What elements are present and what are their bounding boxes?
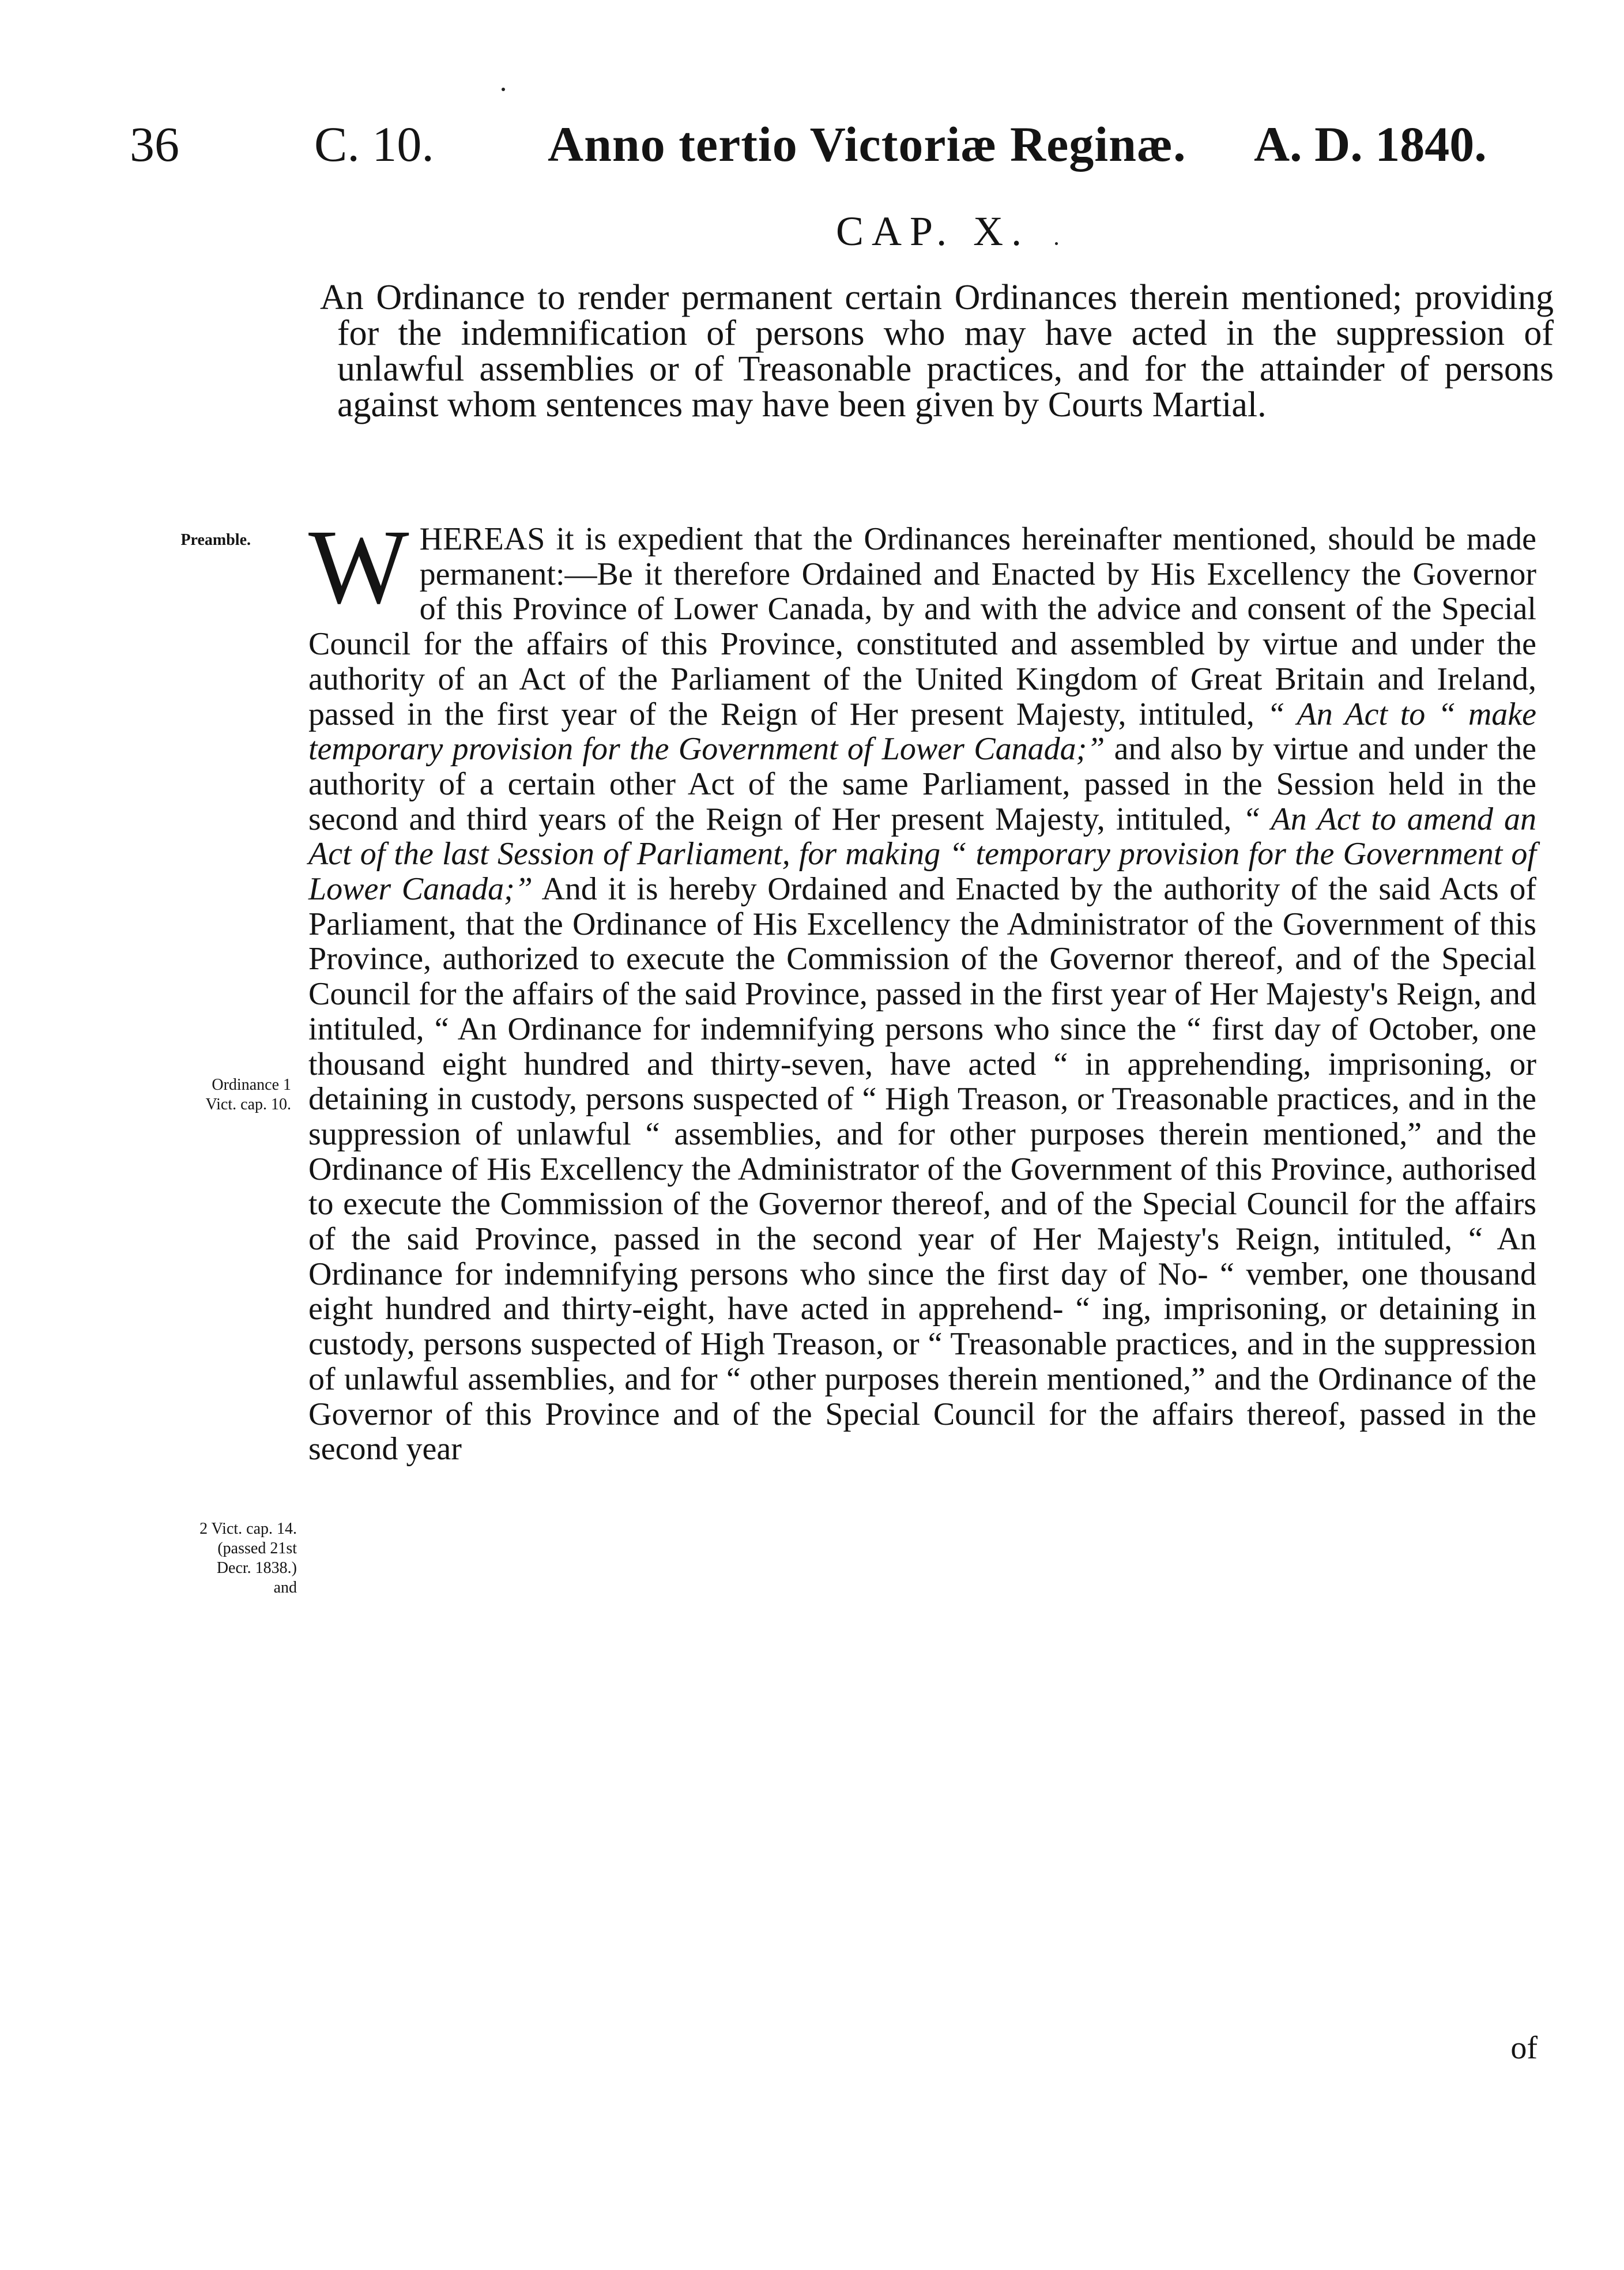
body-opening: HEREAS it is expedient that the Ordinances hereinafter mentioned, should be made permanent:—Be it therefore Ordained and Enacted by His Excellency the Governor of this Province of Lower Canada, by and with the advice and consent of the Special Council for the affairs of this Province, constituted and assembled by virtue and under the authority of an Act of the Parliament of the United Kingdom of Great Britain and Ireland, passed in the first year of the Reign of Her present Majesty, intituled, — [308, 521, 1536, 732]
chapter-heading: CAP. X. — [836, 208, 1030, 254]
ordinance-long-title: An Ordinance to render permanent certain Ordinances therein mentioned; providing for the indemnification of persons who may have acted in the suppression of unlawful assemblies or of Treasonable practices, and for the attainder of persons against whom sentences may have been given by Courts Martial. — [320, 278, 1554, 424]
running-head — [0, 104, 1624, 185]
body-middle: and also by virtue and under the authority of a certain other Act of the same Parliament, passed in the Session held in the second and third years of the Reign of Her present Majesty, intituled, — [308, 731, 1536, 837]
catchword: of — [1510, 2030, 1538, 2066]
margin-note-ordinance-2: 2 Vict. cap. 14. (passed 21st Decr. 1838.) and — [199, 1520, 297, 1597]
act-1-title: “ An Act to “ make temporary provision for the Government of Lower Canada;” — [308, 696, 1536, 767]
page-number: 36 — [130, 116, 179, 172]
running-year: A. D. 1840. — [1254, 116, 1487, 172]
margin-note-preamble: Preamble. — [180, 531, 251, 549]
drop-cap: W — [308, 508, 409, 626]
ink-speck — [1055, 242, 1058, 245]
chapter-number: C. 10. — [314, 116, 434, 172]
act-2-title: “ An Act to amend an Act of the last Session of Parliament, for making “ temporary provision for the Government of Lower Canada;” — [308, 801, 1537, 908]
body-remainder: And it is hereby Ordained and Enacted by the authority of the said Acts of Parliament, that the Ordinance of His Excellency the Administrator of the Government of this Province, authorized to execute the Commission of the Governor thereof, and of the Special Council for the affairs of the said Province, passed in the first year of Her Majesty's Reign, and intituled, “ An Ordinance for indemnifying persons who since the “ first day of October, one thousand eight hundred and thirty-seven, have acted “ in apprehending, imprisoning, or detaining in custody, persons suspected of “ High Treason, or Treasonable practices, and in the suppression of unlawful “ assemblies, and for other purposes therein mentioned,” and the Ordinance of His Excellency the Administrator of the Government of this Province, authorised to execute the Commission of the Governor thereof, and of the Special Council for the affairs of the said Province, passed in the second year of Her Majesty's Reign, intituled, “ An Ordinance for indemnifying persons who since the first day of No- “ vember, one thousand eight hundred and thirty-eight, have acted in apprehend- “ ing, imprisoning, or detaining in custody, persons suspected of High Treason, or “ Treasonable practices, and in the suppression of unlawful assemblies, and for “ other purposes therein mentioned,” and the Ordinance of the Governor of this Province and of the Special Council for the affairs thereof, passed in the second year — [308, 871, 1536, 1467]
running-title: Anno tertio Victoriæ Reginæ. — [548, 116, 1186, 172]
ordinance-body — [308, 508, 1537, 1467]
ink-speck — [502, 88, 505, 91]
margin-note-ordinance-1: Ordinance 1 Vict. cap. 10. — [205, 1076, 291, 1113]
